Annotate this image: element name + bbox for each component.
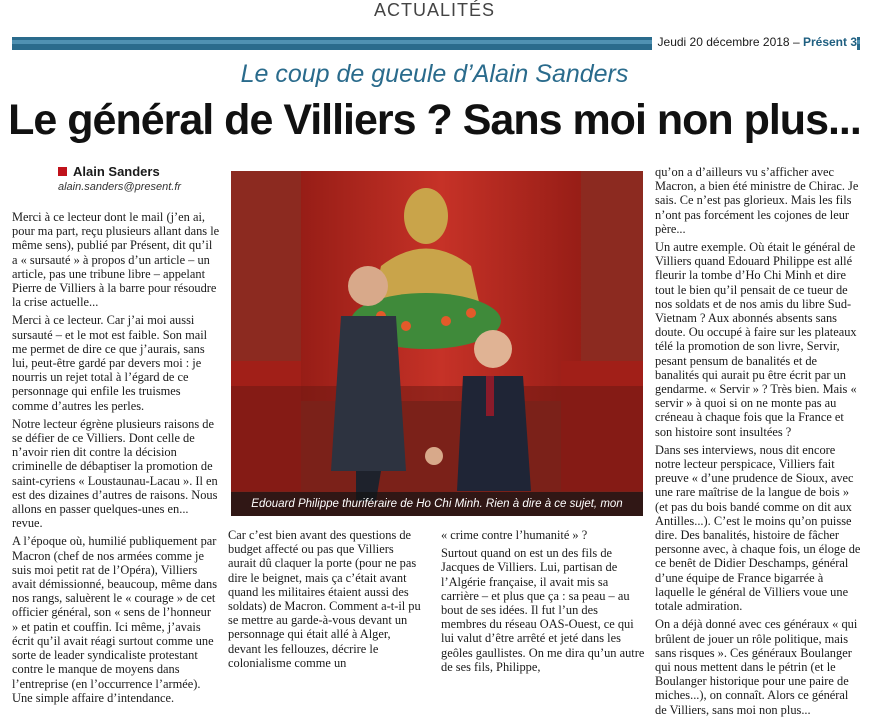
article-column-1: [12, 210, 220, 709]
issue-date: Jeudi 20 décembre 2018 –: [657, 35, 800, 49]
article-column-4: [655, 165, 861, 721]
author-name: Alain Sanders: [73, 164, 160, 179]
dateline: [652, 35, 857, 50]
paragraph: Dans ses interviews, nous dit encore notre lecteur perspicace, Villiers fait preuve « d’une prudence de Sioux, avec une rare maîtrise de la langue de bois » (et pas du bois bandé comme on dit aux Antilles...). C’est le moins qu’on puisse dire. Des banalités, histoire de fâcher personne avec, à chaque fois, un éloge de ce benêt de Didier Deschamps, général d’une équipe de France bigarrée à laquelle le général de Villiers voue une totale admiration.: [655, 442, 861, 614]
article-column-2: [228, 528, 424, 674]
paragraph: qu’on a d’ailleurs vu s’afficher avec Macron, a bien été ministre de Chirac. Je sais. Ce n’est pas glorieux. Mais les fils n’ont pas forcément les cojones de leur père...: [655, 165, 859, 236]
author-email: alain.sanders@present.fr: [58, 181, 182, 193]
section-header: ACTUALITÉS: [373, 0, 496, 20]
paragraph: Surtout quand on est un des fils de Jacques de Villiers. Lui, partisan de l’Algérie française, il avait mis sa carrière – et plus que ça : sa peau – au bout de ses idées. Il fut l’un des membres du réseau OAS-Ouest, ce qui lui valut d’être arrêté et jeté dans les geôles gaullistes. On me dira qu’un autre de ses fils, Philippe,: [441, 546, 645, 674]
headline: Le général de Villiers ? Sans moi non plus...: [8, 96, 861, 144]
paragraph: Merci à ce lecteur dont le mail (j’en ai, pour ma part, reçu plusieurs allant dans le même sens), publié par Présent, dit qu’il a « sursauté » à propos d’un article – un article, pas une tribune libre – appelant Pierre de Villiers à la barre pour résoudre la crise actuelle...: [12, 210, 220, 310]
author-byline: [58, 164, 160, 179]
photo-caption: Edouard Philippe thuriféraire de Ho Chi Minh. Rien à dire à ce sujet, mon général ?: [231, 492, 643, 516]
article-column-3: [441, 528, 645, 678]
byline-square-icon: [58, 167, 67, 176]
paragraph: Notre lecteur égrène plusieurs raisons de se défier de ce Villiers. Dont celle de n’avoir rien dit contre la décision criminelle de débaptiser la promotion de saint-cyriens « Loustaunau-Lacau ». Il en est des dizaines d’autres de raisons. Nous allons en passer quelques-unes en... revue.: [12, 416, 218, 531]
publication-page: Présent 3: [802, 35, 857, 49]
paragraph: « crime contre l’humanité » ?: [441, 528, 588, 542]
paragraph: Merci à ce lecteur. Car j’ai moi aussi sursauté – et le mot est faible. Son mail me permet de dire ce que j’aurais, sans lui, peut-être gardé par devers moi : je nourris un rejet total à l’égard de ce personnage qui enfile les truismes comme d’autres les perles.: [12, 313, 208, 413]
paragraph: Car c’est bien avant des questions de budget affecté ou pas que Villiers aurait dû claquer la porte (pour ne pas dire le beignet, mais ça c’était avant quand les militaires étaient aussi des soldats) de Macron. Comment a-t-il pu se mettre au garde-à-vous devant un personnage qui était allé à Alger, devant les fellouzes, décrire le colonialisme comme un: [228, 528, 421, 670]
paragraph: On a déjà donné avec ces généraux « qui brûlent de jouer un rôle politique, mais sans risques ». Ces généraux Boulanger qui nous mettent dans le pétrin (et le Boulanger historique pour une paire de miches...), on connaît. Alors ce général de Villiers, sans moi non plus...: [655, 617, 858, 717]
article-photo: [231, 171, 643, 534]
kicker: Le coup de gueule d’Alain Sanders: [240, 60, 629, 88]
paragraph: A l’époque où, humilié publiquement par Macron (chef de nos armées comme je suis moi petit rat de l’Opéra), Villiers avait démissionné, beaucoup, même dans nos rangs, saluèrent le « courage » de cet officier général, son « sens de l’honneur » et patin et couffin. Ici même, j’avais écrit qu’il avait réagi surtout comme une sorte de leader syndicaliste protestant contre le manque de moyens dans l’entreprise (en l’occurrence l’armée). Une simple affaire d’intendance.: [12, 534, 218, 705]
photo-illustration: [231, 171, 643, 516]
paragraph: Un autre exemple. Où était le général de Villiers quand Edouard Philippe est allé fleurir la tombe d’Ho Chi Minh et dire tout le bien qu’il pensait de ce tueur de nos soldats et de nos amis du libre Sud-Vietnam ? Aux abonnés absents sans doute. Ou occupé à faire sur les plateaux télé la promotion de son livre, Servir, pesant pensum de banalités et de banalités qui aurait pu être écrit par un gendarme. « Servir » ? Très bien. Mais « servir » à quoi si on ne monte pas au créneau à chaque fois que la France et son histoire sont insultées ?: [655, 240, 857, 439]
